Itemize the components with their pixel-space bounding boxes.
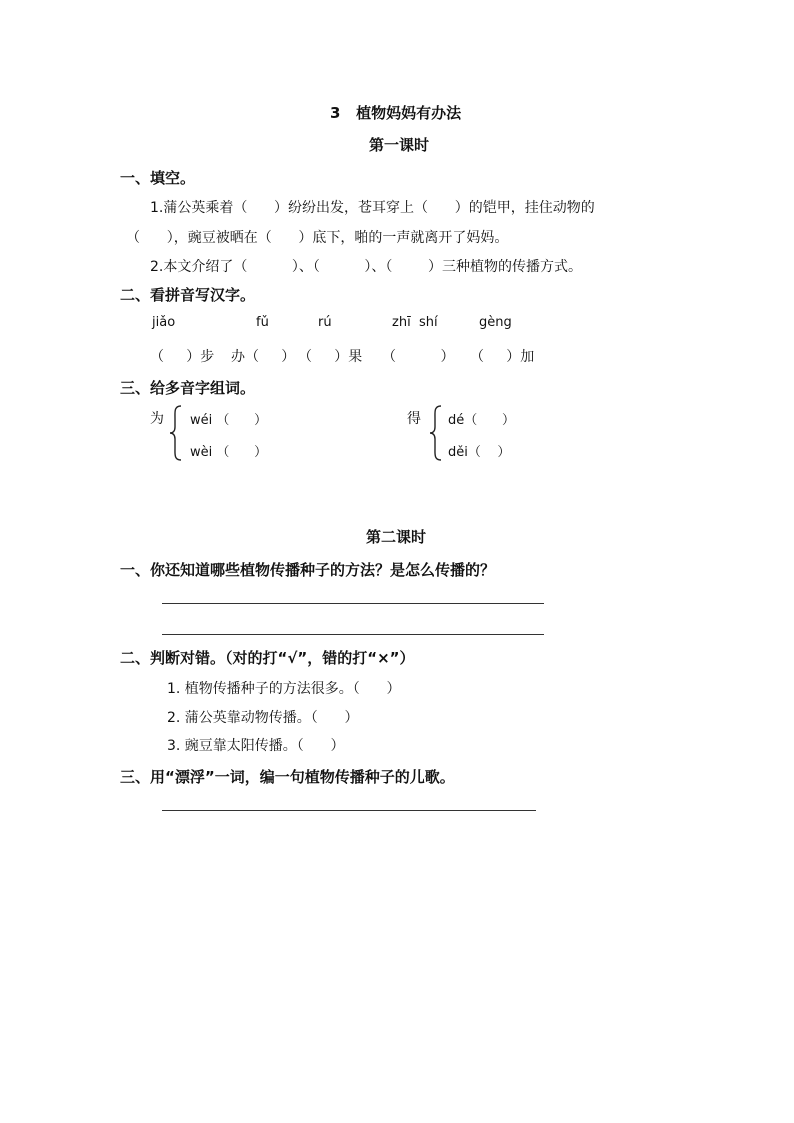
section-polyphone-heading: 三、给多音字组词。	[120, 379, 256, 397]
pinyin-answer-2: 办（ ）	[231, 349, 296, 365]
lesson-title: 3 植物妈妈有办法	[330, 104, 462, 122]
fill-blank-q1-line2: （ ），豌豆被晒在（ ）底下，啪的一声就离开了妈妈。	[126, 230, 509, 246]
pinyin-1: jiǎo	[152, 315, 176, 330]
section-pinyin-heading: 二、看拼音写汉字。	[120, 286, 256, 304]
pinyin-2: fǔ	[256, 315, 269, 330]
judge-item-2: 2. 蒲公英靠动物传播。（ ）	[167, 710, 359, 726]
fill-blank-q2: 2.本文介绍了（ ）、（ ）、（ ）三种植物的传播方式。	[150, 259, 582, 275]
answer-line-1	[162, 603, 544, 604]
pinyin-3: rú	[318, 315, 332, 330]
brace-icon	[428, 404, 444, 462]
polyphone-de-reading-1: dé（ ）	[448, 413, 516, 428]
section-rhyme-heading: 三、用“漂浮”一词，编一句植物传播种子的儿歌。	[120, 768, 455, 786]
judge-item-1: 1. 植物传播种子的方法很多。（ ）	[167, 681, 401, 697]
pinyin-answer-1: （ ）步	[150, 349, 215, 365]
brace-icon	[168, 404, 184, 462]
polyphone-char-wei: 为	[150, 411, 164, 427]
answer-line-3	[162, 810, 536, 811]
pinyin-answer-3: （ ）果	[298, 349, 363, 365]
section-methods-heading: 一、你还知道哪些植物传播种子的方法？是怎么传播的？	[120, 561, 496, 579]
pinyin-answer-4: （ ）	[382, 349, 455, 365]
polyphone-de-reading-2: děi（ ）	[448, 445, 511, 460]
fill-blank-q1-line1: 1.蒲公英乘着（ ）纷纷出发，苍耳穿上（ ）的铠甲，挂住动物的	[150, 200, 595, 216]
polyphone-wei-reading-2: wèi （ ）	[190, 445, 268, 460]
pinyin-5: gèng	[479, 315, 512, 330]
pinyin-4: zhī shí	[392, 315, 438, 330]
polyphone-char-de: 得	[407, 411, 421, 427]
section-fill-blank-heading: 一、填空。	[120, 169, 196, 187]
judge-item-3: 3. 豌豆靠太阳传播。（ ）	[167, 738, 345, 754]
answer-line-2	[162, 634, 544, 635]
polyphone-wei-reading-1: wéi （ ）	[190, 413, 268, 428]
section-judge-heading: 二、判断对错。（对的打“√”，错的打“×”）	[120, 649, 415, 667]
pinyin-answer-5: （ ）加	[470, 349, 535, 365]
period1-title: 第一课时	[369, 136, 430, 154]
period2-title: 第二课时	[366, 528, 427, 546]
